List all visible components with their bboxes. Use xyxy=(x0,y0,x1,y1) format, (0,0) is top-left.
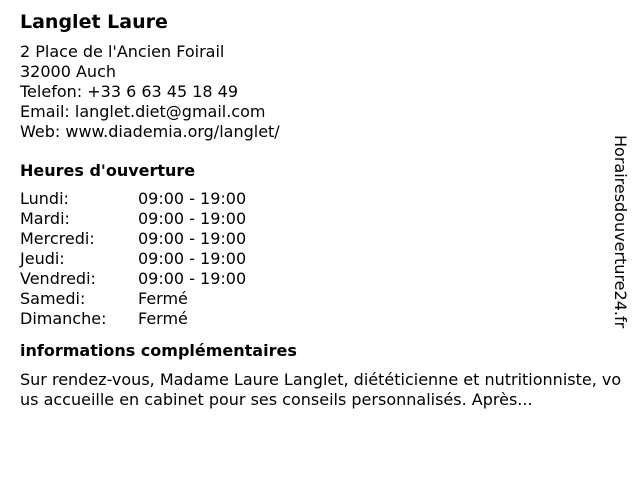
business-card xyxy=(20,10,628,410)
opening-hours-title: Heures d'ouverture xyxy=(20,161,196,180)
hours-row-monday xyxy=(20,189,628,209)
hours-row-sunday xyxy=(20,309,628,329)
hours-time: 09:00 - 19:00 xyxy=(138,209,247,228)
hours-time: Fermé xyxy=(138,289,188,308)
hours-day: Jeudi: xyxy=(20,249,65,268)
opening-hours-table xyxy=(20,189,628,329)
hours-day: Vendredi: xyxy=(20,269,96,288)
hours-time: 09:00 - 19:00 xyxy=(138,189,247,208)
hours-time: 09:00 - 19:00 xyxy=(138,269,247,288)
business-name: Langlet Laure xyxy=(20,11,168,33)
site-brand-vertical: Horairesdouverture24.fr xyxy=(611,135,630,329)
phone-line: Telefon: +33 6 63 45 18 49 xyxy=(20,82,239,101)
additional-info-text: Sur rendez-vous, Madame Laure Langlet, diététicienne et nutritionniste, vous accueille en cabinet pour ses conseils personnalisés. Après... xyxy=(20,370,622,409)
address-line-street: 2 Place de l'Ancien Foirail xyxy=(20,42,225,61)
hours-day: Samedi: xyxy=(20,289,86,308)
hours-row-wednesday xyxy=(20,229,628,249)
hours-time: Fermé xyxy=(138,309,188,328)
hours-day: Dimanche: xyxy=(20,309,107,328)
hours-time: 09:00 - 19:00 xyxy=(138,249,247,268)
email-line: Email: langlet.diet@gmail.com xyxy=(20,102,266,121)
hours-row-saturday xyxy=(20,289,628,309)
hours-row-tuesday xyxy=(20,209,628,229)
hours-time: 09:00 - 19:00 xyxy=(138,229,247,248)
hours-day: Lundi: xyxy=(20,189,69,208)
hours-row-friday xyxy=(20,269,628,289)
hours-day: Mercredi: xyxy=(20,229,95,248)
additional-info-title: informations complémentaires xyxy=(20,341,297,360)
hours-day: Mardi: xyxy=(20,209,70,228)
web-line: Web: www.diademia.org/langlet/ xyxy=(20,122,280,141)
hours-row-thursday xyxy=(20,249,628,269)
address-line-city: 32000 Auch xyxy=(20,62,117,81)
